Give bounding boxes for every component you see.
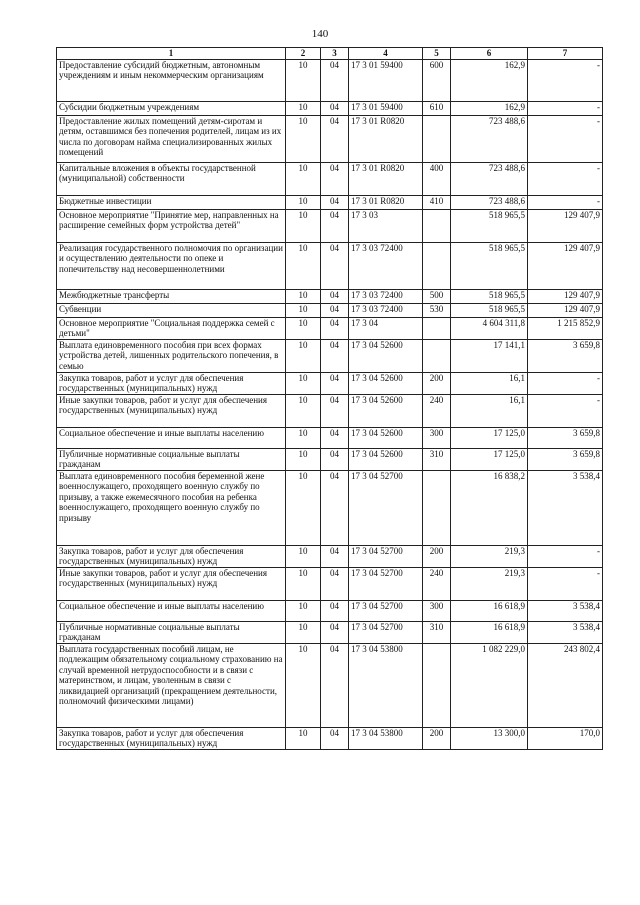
- row-section: 10: [286, 209, 321, 242]
- table-row: [57, 289, 603, 303]
- row-target-code: 17 3 04 53800: [349, 727, 423, 749]
- row-section: 10: [286, 115, 321, 162]
- row-amount-col6: 16 618,9: [451, 600, 528, 621]
- row-subsection: 04: [321, 242, 349, 289]
- row-amount-col7: 3 659,8: [528, 448, 603, 470]
- row-amount-col6: 723 488,6: [451, 195, 528, 209]
- row-target-code: 17 3 04 52700: [349, 470, 423, 545]
- row-target-code: 17 3 04 52600: [349, 339, 423, 372]
- row-subsection: 04: [321, 101, 349, 115]
- row-target-code: 17 3 04 52600: [349, 427, 423, 448]
- row-subsection: 04: [321, 209, 349, 242]
- row-subsection: 04: [321, 339, 349, 372]
- row-amount-col6: 723 488,6: [451, 162, 528, 195]
- row-subsection: 04: [321, 289, 349, 303]
- row-name: Социальное обеспечение и иные выплаты населению: [57, 600, 286, 621]
- table-row: [57, 545, 603, 567]
- row-subsection: 04: [321, 621, 349, 643]
- row-target-code: 17 3 04 52600: [349, 394, 423, 427]
- table-row: [57, 162, 603, 195]
- row-section: 10: [286, 303, 321, 317]
- row-amount-col7: 129 407,9: [528, 242, 603, 289]
- row-amount-col7: -: [528, 394, 603, 427]
- row-section: 10: [286, 372, 321, 394]
- row-amount-col6: 16,1: [451, 372, 528, 394]
- row-subsection: 04: [321, 317, 349, 339]
- table-body: [57, 59, 603, 749]
- row-name: Закупка товаров, работ и услуг для обеспечения государственных (муниципальных) нужд: [57, 727, 286, 749]
- row-expense-type: 300: [423, 600, 451, 621]
- row-amount-col7: 1 215 852,9: [528, 317, 603, 339]
- row-amount-col6: 219,3: [451, 545, 528, 567]
- row-amount-col6: 13 300,0: [451, 727, 528, 749]
- table-row: [57, 470, 603, 545]
- row-section: 10: [286, 339, 321, 372]
- table-row: [57, 303, 603, 317]
- row-expense-type: 310: [423, 621, 451, 643]
- row-section: 10: [286, 470, 321, 545]
- page-number: 140: [311, 28, 329, 40]
- row-amount-col7: -: [528, 101, 603, 115]
- row-amount-col7: 129 407,9: [528, 209, 603, 242]
- column-header-4: 4: [349, 48, 423, 60]
- row-target-code: 17 3 03: [349, 209, 423, 242]
- row-expense-type: 530: [423, 303, 451, 317]
- row-amount-col7: 3 659,8: [528, 339, 603, 372]
- row-amount-col6: 16,1: [451, 394, 528, 427]
- row-name: Иные закупки товаров, работ и услуг для обеспечения государственных (муниципальных) нужд: [57, 394, 286, 427]
- table-row: [57, 600, 603, 621]
- row-amount-col6: 518 965,5: [451, 209, 528, 242]
- table-row: [57, 101, 603, 115]
- row-section: 10: [286, 59, 321, 101]
- row-target-code: 17 3 04 53800: [349, 643, 423, 727]
- row-amount-col6: 16 618,9: [451, 621, 528, 643]
- row-section: 10: [286, 448, 321, 470]
- table-row: [57, 242, 603, 289]
- row-target-code: 17 3 04 52700: [349, 621, 423, 643]
- row-name: Предоставление субсидий бюджетным, автономным учреждениям и иным некоммерческим организациям: [57, 59, 286, 101]
- row-target-code: 17 3 04: [349, 317, 423, 339]
- row-amount-col7: 3 659,8: [528, 427, 603, 448]
- row-expense-type: 240: [423, 394, 451, 427]
- row-expense-type: [423, 339, 451, 372]
- row-target-code: 17 3 03 72400: [349, 289, 423, 303]
- row-amount-col6: 518 965,5: [451, 289, 528, 303]
- row-expense-type: [423, 115, 451, 162]
- row-section: 10: [286, 394, 321, 427]
- row-target-code: 17 3 01 R0820: [349, 195, 423, 209]
- column-header-6: 6: [451, 48, 528, 60]
- row-amount-col7: 243 802,4: [528, 643, 603, 727]
- row-expense-type: 410: [423, 195, 451, 209]
- row-target-code: 17 3 01 R0820: [349, 162, 423, 195]
- row-name: Социальное обеспечение и иные выплаты населению: [57, 427, 286, 448]
- row-name: Бюджетные инвестиции: [57, 195, 286, 209]
- row-subsection: 04: [321, 600, 349, 621]
- row-subsection: 04: [321, 162, 349, 195]
- row-amount-col7: 129 407,9: [528, 289, 603, 303]
- row-amount-col6: 17 141,1: [451, 339, 528, 372]
- row-subsection: 04: [321, 195, 349, 209]
- budget-table: [56, 47, 603, 750]
- row-amount-col7: -: [528, 115, 603, 162]
- row-amount-col6: 1 082 229,0: [451, 643, 528, 727]
- row-name: Реализация государственного полномочия по организации и осуществлению деятельности по опеке и попечительству над несовершеннолетними: [57, 242, 286, 289]
- row-amount-col6: 4 604 311,8: [451, 317, 528, 339]
- row-section: 10: [286, 643, 321, 727]
- row-expense-type: 240: [423, 567, 451, 600]
- row-target-code: 17 3 04 52700: [349, 545, 423, 567]
- row-amount-col7: -: [528, 59, 603, 101]
- row-section: 10: [286, 621, 321, 643]
- row-section: 10: [286, 162, 321, 195]
- row-amount-col7: -: [528, 372, 603, 394]
- row-target-code: 17 3 04 52600: [349, 448, 423, 470]
- row-amount-col7: -: [528, 567, 603, 600]
- row-subsection: 04: [321, 394, 349, 427]
- row-name: Закупка товаров, работ и услуг для обеспечения государственных (муниципальных) нужд: [57, 372, 286, 394]
- row-expense-type: 200: [423, 727, 451, 749]
- row-amount-col6: 17 125,0: [451, 427, 528, 448]
- row-subsection: 04: [321, 59, 349, 101]
- table-row: [57, 317, 603, 339]
- row-subsection: 04: [321, 115, 349, 162]
- table-row: [57, 621, 603, 643]
- row-name: Межбюджетные трансферты: [57, 289, 286, 303]
- row-subsection: 04: [321, 727, 349, 749]
- row-amount-col7: 3 538,4: [528, 621, 603, 643]
- row-amount-col6: 723 488,6: [451, 115, 528, 162]
- row-amount-col7: 129 407,9: [528, 303, 603, 317]
- table-row: [57, 209, 603, 242]
- row-target-code: 17 3 04 52700: [349, 600, 423, 621]
- column-header-2: 2: [286, 48, 321, 60]
- row-target-code: 17 3 03 72400: [349, 242, 423, 289]
- row-target-code: 17 3 01 59400: [349, 59, 423, 101]
- row-name: Капитальные вложения в объекты государственной (муниципальной) собственности: [57, 162, 286, 195]
- row-amount-col6: 518 965,5: [451, 303, 528, 317]
- row-subsection: 04: [321, 448, 349, 470]
- row-expense-type: 400: [423, 162, 451, 195]
- row-subsection: 04: [321, 470, 349, 545]
- row-section: 10: [286, 101, 321, 115]
- row-expense-type: [423, 209, 451, 242]
- row-amount-col6: 162,9: [451, 101, 528, 115]
- row-target-code: 17 3 01 59400: [349, 101, 423, 115]
- row-subsection: 04: [321, 567, 349, 600]
- table-row: [57, 427, 603, 448]
- table-row: [57, 59, 603, 101]
- row-subsection: 04: [321, 303, 349, 317]
- row-amount-col7: 3 538,4: [528, 470, 603, 545]
- row-expense-type: [423, 242, 451, 289]
- row-name: Выплата государственных пособий лицам, не подлежащим обязательному социальному страхованию на случай временной нетрудоспособности и в связи с материнством, и лицам, уволенным в связи с ликвидацией организаций (прекращением деятельности, полномочий физическими лицами): [57, 643, 286, 727]
- table-row: [57, 448, 603, 470]
- row-target-code: 17 3 03 72400: [349, 303, 423, 317]
- row-section: 10: [286, 427, 321, 448]
- table-row: [57, 115, 603, 162]
- row-amount-col6: 219,3: [451, 567, 528, 600]
- row-name: Основное мероприятие "Принятие мер, направленных на расширение семейных форм устройства детей": [57, 209, 286, 242]
- row-amount-col7: -: [528, 545, 603, 567]
- row-section: 10: [286, 727, 321, 749]
- row-section: 10: [286, 242, 321, 289]
- row-expense-type: [423, 470, 451, 545]
- row-amount-col6: 16 838,2: [451, 470, 528, 545]
- row-name: Выплата единовременного пособия при всех формах устройства детей, лишенных родительского попечения, в семью: [57, 339, 286, 372]
- row-section: 10: [286, 317, 321, 339]
- row-expense-type: 310: [423, 448, 451, 470]
- row-amount-col7: 170,0: [528, 727, 603, 749]
- row-name: Публичные нормативные социальные выплаты гражданам: [57, 621, 286, 643]
- row-amount-col7: 3 538,4: [528, 600, 603, 621]
- row-name: Иные закупки товаров, работ и услуг для обеспечения государственных (муниципальных) нужд: [57, 567, 286, 600]
- row-section: 10: [286, 567, 321, 600]
- row-name: Субвенции: [57, 303, 286, 317]
- row-section: 10: [286, 545, 321, 567]
- table-row: [57, 643, 603, 727]
- row-subsection: 04: [321, 643, 349, 727]
- row-expense-type: 610: [423, 101, 451, 115]
- table-row: [57, 394, 603, 427]
- table-row: [57, 567, 603, 600]
- column-number-row: [57, 48, 603, 60]
- row-name: Основное мероприятие "Социальная поддержка семей с детьми": [57, 317, 286, 339]
- row-expense-type: 500: [423, 289, 451, 303]
- row-name: Закупка товаров, работ и услуг для обеспечения государственных (муниципальных) нужд: [57, 545, 286, 567]
- row-amount-col7: -: [528, 195, 603, 209]
- column-header-3: 3: [321, 48, 349, 60]
- row-target-code: 17 3 04 52600: [349, 372, 423, 394]
- row-amount-col7: -: [528, 162, 603, 195]
- row-name: Выплата единовременного пособия беременной жене военнослужащего, проходящего военную службу по призыву, а также ежемесячного пособия на ребенка военнослужащего, проходящего военную службу по призыву: [57, 470, 286, 545]
- column-header-7: 7: [528, 48, 603, 60]
- row-subsection: 04: [321, 427, 349, 448]
- row-amount-col6: 162,9: [451, 59, 528, 101]
- row-expense-type: 200: [423, 372, 451, 394]
- row-expense-type: [423, 317, 451, 339]
- row-target-code: 17 3 01 R0820: [349, 115, 423, 162]
- row-amount-col6: 17 125,0: [451, 448, 528, 470]
- row-section: 10: [286, 195, 321, 209]
- row-section: 10: [286, 289, 321, 303]
- table-row: [57, 727, 603, 749]
- column-header-1: 1: [57, 48, 286, 60]
- table-row: [57, 195, 603, 209]
- row-name: Предоставление жилых помещений детям-сиротам и детям, оставшимся без попечения родителей, лицам из их числа по договорам найма специализированных жилых помещений: [57, 115, 286, 162]
- row-subsection: 04: [321, 545, 349, 567]
- row-name: Субсидии бюджетным учреждениям: [57, 101, 286, 115]
- row-name: Публичные нормативные социальные выплаты гражданам: [57, 448, 286, 470]
- column-header-5: 5: [423, 48, 451, 60]
- row-section: 10: [286, 600, 321, 621]
- table-row: [57, 339, 603, 372]
- row-expense-type: [423, 643, 451, 727]
- table-row: [57, 372, 603, 394]
- row-expense-type: 300: [423, 427, 451, 448]
- row-amount-col6: 518 965,5: [451, 242, 528, 289]
- row-expense-type: 200: [423, 545, 451, 567]
- row-expense-type: 600: [423, 59, 451, 101]
- row-target-code: 17 3 04 52700: [349, 567, 423, 600]
- row-subsection: 04: [321, 372, 349, 394]
